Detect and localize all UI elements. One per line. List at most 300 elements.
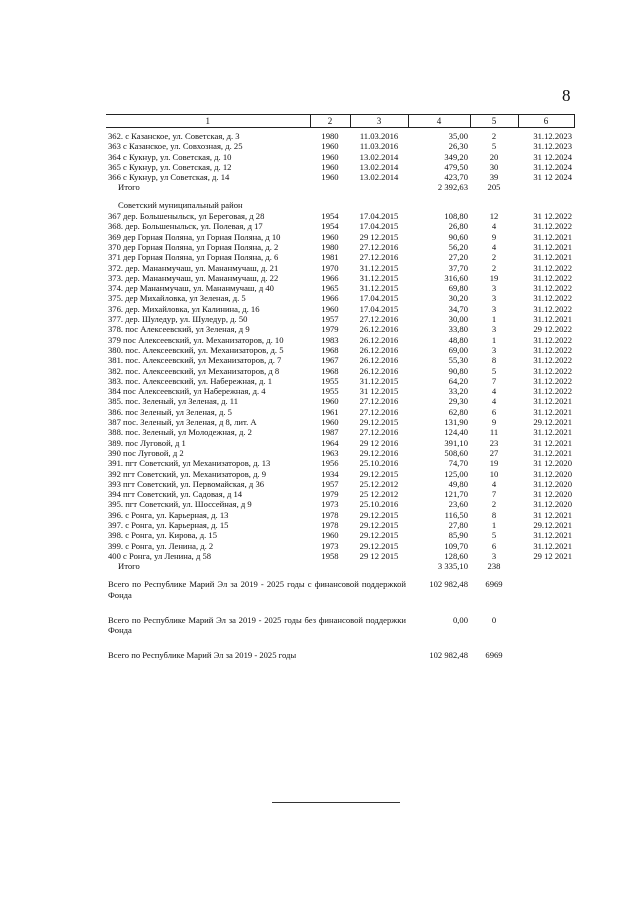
summary-area: 102 982,48 (429, 579, 468, 590)
table-row (106, 335, 574, 345)
year-cell: 1967 (321, 355, 339, 366)
table-row (106, 541, 574, 551)
table-row (106, 551, 574, 561)
table-row (106, 407, 574, 417)
year-cell: 1966 (321, 272, 339, 283)
due-date-cell: 31.12.2022 (533, 262, 572, 273)
year-cell: 1960 (321, 417, 339, 428)
table-row (106, 469, 574, 479)
table-row (106, 232, 574, 242)
table-row (106, 221, 574, 231)
area-cell: 26,30 (448, 141, 468, 152)
table-row (106, 427, 574, 437)
address-cell: 368. дер. Большеныльск, ул. Полевая, д 17 (108, 221, 263, 232)
date-cell: 25.12.2012 (359, 478, 399, 489)
summary-label: Всего по Республике Марий Эл за 2019 - 2025 годы с финансовой поддержкой Фонда (108, 579, 406, 601)
year-cell: 1960 (321, 530, 339, 541)
due-date-cell: 31 12.2020 (533, 489, 572, 500)
year-cell: 1961 (321, 406, 339, 417)
address-cell: 395. пгт Советский, ул. Шоссейная, д 9 (108, 499, 252, 510)
area-cell: 508,60 (444, 447, 468, 458)
year-cell: 1973 (321, 499, 339, 510)
year-cell: 1956 (321, 458, 339, 469)
year-cell: 1973 (321, 540, 339, 551)
summary-label: Всего по Республике Марий Эл за 2019 - 2025 годы (108, 649, 297, 660)
address-cell: 362. с Казанское, ул. Советская, д. 3 (108, 131, 240, 141)
address-cell: 397. с Ронга, ул. Карьерная, д. 15 (108, 519, 229, 530)
due-date-cell: 31.12.2021 (533, 540, 572, 551)
count-cell: 4 (491, 478, 497, 489)
address-cell: 382. пос. Алексеевский, ул Механизаторов, д 8 (108, 365, 280, 376)
address-cell: 380. пос. Алексеевский, ул. Механизаторов, д. 5 (108, 344, 284, 355)
address-cell: 389. пос Луговой, д 1 (108, 437, 186, 448)
date-cell: 31 12.2015 (359, 386, 399, 397)
year-cell: 1978 (321, 509, 339, 520)
area-cell: 29,30 (448, 396, 468, 407)
date-cell: 31.12.2015 (359, 375, 399, 386)
date-cell: 11.03.2016 (359, 141, 399, 152)
area-cell: 124,40 (444, 427, 468, 438)
table-row (106, 489, 574, 499)
count-cell: 2 (491, 131, 497, 141)
year-cell: 1979 (321, 489, 339, 500)
date-cell: 29.12.2015 (359, 540, 399, 551)
empty-cell (518, 571, 574, 600)
count-cell: 3 (491, 293, 497, 304)
date-cell: 31.12.2015 (359, 283, 399, 294)
area-cell: 49,80 (448, 478, 468, 489)
empty-cell (350, 182, 408, 192)
area-cell: 85,90 (448, 530, 468, 541)
area-cell: 33,20 (448, 386, 468, 397)
count-cell: 3 (491, 550, 497, 561)
address-cell: 370 дер Горная Поляна, ул Горная Поляна, д. 2 (108, 241, 279, 252)
date-cell: 29.12.2015 (359, 468, 399, 479)
table-row (106, 366, 574, 376)
year-cell: 1966 (321, 293, 339, 304)
due-date-cell: 31.12.2022 (533, 293, 572, 304)
district-heading-row (106, 199, 574, 211)
area-cell: 108,80 (444, 211, 468, 222)
date-cell: 11.03.2016 (359, 131, 399, 141)
empty-cell (518, 182, 574, 192)
date-cell: 25 12.2012 (359, 489, 399, 500)
due-date-cell: 31.12.2022 (533, 355, 572, 366)
due-date-cell: 31.12.2022 (533, 375, 572, 386)
area-cell: 62,80 (448, 406, 468, 417)
date-cell: 13.02.2014 (359, 172, 399, 183)
column-header-1: 1 (106, 115, 310, 128)
year-cell: 1934 (321, 468, 339, 479)
due-date-cell: 31.12.2022 (533, 386, 572, 397)
table-row (106, 263, 574, 273)
due-date-cell: 31 12.2022 (533, 211, 572, 222)
column-header-row (106, 115, 574, 128)
count-cell: 12 (489, 211, 499, 222)
table-row (106, 345, 574, 355)
date-cell: 31.12.2015 (359, 272, 399, 283)
housing-register-table (106, 114, 574, 660)
count-cell: 5 (491, 530, 497, 541)
address-cell: 396. с Ронга, ул. Карьерная, д. 13 (108, 509, 229, 520)
address-cell: 377. дер. Шуледур, ул. Шуледур, д. 50 (108, 314, 248, 325)
due-date-cell: 31.12.2021 (533, 530, 572, 541)
date-cell: 29.12.2015 (359, 417, 399, 428)
date-cell: 29 12 2016 (359, 437, 399, 448)
area-cell: 55,30 (448, 355, 468, 366)
area-cell: 90,60 (448, 231, 468, 242)
column-header-5: 5 (470, 115, 518, 128)
address-cell: 374. дер Мананмучаш, ул. Мананмучаш, д 40 (108, 283, 274, 294)
count-cell: 7 (491, 375, 497, 386)
table-row (106, 304, 574, 314)
date-cell: 29.12.2015 (359, 509, 399, 520)
address-cell: 392 пгт Советский, ул. Механизаторов, д. 9 (108, 468, 267, 479)
count-cell: 11 (489, 427, 499, 438)
due-date-cell: 31 12.2021 (533, 509, 572, 520)
year-cell: 1979 (321, 324, 339, 335)
table-row (106, 479, 574, 489)
year-cell: 1960 (321, 151, 339, 162)
year-cell: 1960 (321, 172, 339, 183)
table-row (106, 499, 574, 509)
table-row (106, 438, 574, 448)
table-row (106, 448, 574, 458)
summary-area: 0,00 (452, 614, 468, 625)
summary-row (106, 571, 574, 600)
count-cell: 1 (491, 334, 497, 345)
due-date-cell: 31.12.2020 (533, 478, 572, 489)
area-cell: 131,90 (444, 417, 468, 428)
count-cell: 7 (491, 489, 497, 500)
count-cell: 27 (489, 447, 499, 458)
count-cell: 5 (491, 141, 497, 152)
summary-count: 6969 (485, 649, 503, 660)
count-cell: 19 (489, 458, 499, 469)
area-cell: 23,60 (448, 499, 468, 510)
count-cell: 4 (491, 241, 497, 252)
due-date-cell: 31.12.2022 (533, 365, 572, 376)
summary-row (106, 636, 574, 661)
table-row (106, 211, 574, 221)
count-cell: 2 (491, 262, 497, 273)
table-row (106, 283, 574, 293)
page-number: 8 (562, 86, 571, 105)
date-cell: 26.12.2016 (359, 334, 399, 345)
area-cell: 30,00 (448, 314, 468, 325)
address-cell: 372. дер. Мананмучаш, ул. Мананмучаш, д. 21 (108, 262, 279, 273)
summary-count: 6969 (485, 579, 503, 590)
date-cell: 17.04.2015 (359, 221, 399, 232)
count-cell: 4 (491, 396, 497, 407)
date-cell: 31.12.2015 (359, 262, 399, 273)
area-cell: 109,70 (444, 540, 468, 551)
address-cell: 369 дер Горная Поляна, ул Горная Поляна, д 10 (108, 231, 281, 242)
address-cell: 391. пгт Советский, ул Механизаторов, д. 13 (108, 458, 271, 469)
address-cell: 390 пос Луговой, д 2 (108, 447, 184, 458)
date-cell: 26.12.2016 (359, 324, 399, 335)
date-cell: 27.12.2016 (359, 314, 399, 325)
date-cell: 25.10.2016 (359, 458, 399, 469)
date-cell: 27.12.2016 (359, 252, 399, 263)
area-cell: 37,70 (448, 262, 468, 273)
count-cell: 5 (491, 365, 497, 376)
count-cell: 2 (491, 252, 497, 263)
due-date-cell: 31.12.2021 (533, 447, 572, 458)
address-cell: 387 пос. Зеленый, ул Зеленая, д 8, лит. А (108, 417, 257, 428)
year-cell: 1958 (321, 550, 339, 561)
count-cell: 39 (489, 172, 499, 183)
empty-cell (350, 561, 408, 571)
year-cell: 1983 (321, 334, 339, 345)
table-row (106, 252, 574, 262)
empty-cell (518, 561, 574, 571)
address-cell: 399. с Ронга, ул. Ленина, д. 2 (108, 540, 214, 551)
total-label: Итого (118, 182, 140, 193)
year-cell: 1980 (321, 131, 339, 141)
count-cell: 6 (491, 540, 497, 551)
address-cell: 385. пос. Зеленый, ул Зеленая, д. 11 (108, 396, 239, 407)
area-cell: 56,20 (448, 241, 468, 252)
count-cell: 1 (491, 519, 497, 530)
count-cell: 4 (491, 221, 497, 232)
year-cell: 1954 (321, 221, 339, 232)
address-cell: 366 с Кукнур, ул Советская, д. 14 (108, 172, 230, 183)
due-date-cell: 31.12.2023 (533, 141, 572, 152)
date-cell: 17.04.2015 (359, 303, 399, 314)
due-date-cell: 31.12.2022 (533, 221, 572, 232)
area-cell: 128,60 (444, 550, 468, 561)
total-label: Итого (118, 561, 140, 572)
address-cell: 373. дер. Мананмучаш, ул. Мананмучаш, д. 22 (108, 272, 279, 283)
address-cell: 375. дер Михайловка, ул Зеленая, д. 5 (108, 293, 246, 304)
area-cell: 35,00 (448, 131, 468, 141)
area-cell: 349,20 (444, 151, 468, 162)
date-cell: 13.02.2014 (359, 161, 399, 172)
year-cell: 1955 (321, 375, 339, 386)
address-cell: 367 дер. Большеныльск, ул Береговая, д 28 (108, 211, 265, 222)
address-cell: 371 дер Горная Поляна, ул Горная Поляна, д. 6 (108, 252, 279, 263)
table-row (106, 242, 574, 252)
due-date-cell: 31 12.2020 (533, 458, 572, 469)
total-area: 2 392,63 (437, 182, 468, 193)
total-count: 205 (487, 182, 501, 193)
due-date-cell: 31.12.2021 (533, 406, 572, 417)
total-count: 238 (487, 561, 501, 572)
area-cell: 64,20 (448, 375, 468, 386)
address-cell: 381. пос. Алексеевский, ул Механизаторов, д. 7 (108, 355, 282, 366)
year-cell: 1978 (321, 519, 339, 530)
date-cell: 26.12.2016 (359, 344, 399, 355)
date-cell: 27.12.2016 (359, 427, 399, 438)
address-cell: 394 пгт Советский, ул. Садовая, д 14 (108, 489, 243, 500)
area-cell: 26,80 (448, 221, 468, 232)
due-date-cell: 31.12.2021 (533, 396, 572, 407)
column-header-6: 6 (518, 115, 574, 128)
district-heading: Советский муниципальный район (118, 199, 243, 210)
date-cell: 29 12 2015 (359, 550, 399, 561)
table-row (106, 314, 574, 324)
empty-cell (518, 601, 574, 636)
year-cell: 1954 (321, 211, 339, 222)
count-cell: 19 (489, 272, 499, 283)
address-cell: 384 пос Алексеевский, ул Набережная, д. 4 (108, 386, 266, 397)
year-cell: 1957 (321, 478, 339, 489)
area-cell: 30,20 (448, 293, 468, 304)
date-cell: 17.04.2015 (359, 293, 399, 304)
area-cell: 33,80 (448, 324, 468, 335)
address-cell: 378. пос Алексеевский, ул Зеленая, д 9 (108, 324, 250, 335)
due-date-cell: 31.12.2022 (533, 334, 572, 345)
total-row (106, 182, 574, 192)
due-date-cell: 31.12.2021 (533, 231, 572, 242)
count-cell: 3 (491, 283, 497, 294)
column-header-4: 4 (408, 115, 470, 128)
table-row (106, 162, 574, 172)
table-row (106, 458, 574, 468)
empty-cell (310, 182, 350, 192)
area-cell: 121,70 (444, 489, 468, 500)
table-row (106, 172, 574, 182)
date-cell: 29.12.2015 (359, 519, 399, 530)
date-cell: 29.12.2016 (359, 447, 399, 458)
count-cell: 3 (491, 303, 497, 314)
summary-area: 102 982,48 (429, 649, 468, 660)
year-cell: 1960 (321, 141, 339, 152)
table-row (106, 376, 574, 386)
due-date-cell: 31.12.2020 (533, 468, 572, 479)
year-cell: 1980 (321, 241, 339, 252)
address-cell: 363 с Казанское, ул. Совхозная, д. 25 (108, 141, 243, 152)
due-date-cell: 31 12.2021 (533, 437, 572, 448)
table-row (106, 152, 574, 162)
address-cell: 386. пос Зеленый, ул Зеленая, д. 5 (108, 406, 232, 417)
due-date-cell: 29 12.2022 (533, 324, 572, 335)
area-cell: 48,80 (448, 334, 468, 345)
summary-count: 0 (491, 614, 497, 625)
due-date-cell: 31.12.2021 (533, 241, 572, 252)
due-date-cell: 31.12.2024 (533, 161, 572, 172)
year-cell: 1965 (321, 283, 339, 294)
count-cell: 2 (491, 499, 497, 510)
due-date-cell: 31.12.2022 (533, 283, 572, 294)
area-cell: 125,00 (444, 468, 468, 479)
date-cell: 27.12.2016 (359, 241, 399, 252)
area-cell: 69,80 (448, 283, 468, 294)
count-cell: 3 (491, 344, 497, 355)
count-cell: 8 (491, 355, 497, 366)
date-cell: 27.12.2016 (359, 396, 399, 407)
table-body (106, 128, 574, 661)
year-cell: 1968 (321, 365, 339, 376)
table-row (106, 530, 574, 540)
table-row (106, 273, 574, 283)
year-cell: 1987 (321, 427, 339, 438)
count-cell: 9 (491, 231, 497, 242)
summary-label: Всего по Республике Марий Эл за 2019 - 2025 годы без финансовой поддержки Фонда (108, 614, 406, 636)
year-cell: 1960 (321, 303, 339, 314)
total-area: 3 335,10 (437, 561, 468, 572)
column-header-3: 3 (350, 115, 408, 128)
address-cell: 400 с Ронга, ул Ленина, д 58 (108, 550, 212, 561)
due-date-cell: 31.12.2022 (533, 272, 572, 283)
count-cell: 30 (489, 161, 499, 172)
area-cell: 391,10 (444, 437, 468, 448)
address-cell: 388. пос. Зеленый, ул Молодежная, д. 2 (108, 427, 252, 438)
address-cell: 393 пгт Советский, ул. Первомайская, д 36 (108, 478, 265, 489)
count-cell: 1 (491, 314, 497, 325)
year-cell: 1960 (321, 161, 339, 172)
address-cell: 383. пос. Алексеевский, ул. Набережная, д. 1 (108, 375, 272, 386)
table-row (106, 128, 574, 142)
count-cell: 8 (491, 509, 497, 520)
count-cell: 23 (489, 437, 499, 448)
year-cell: 1981 (321, 252, 339, 263)
year-cell: 1960 (321, 231, 339, 242)
year-cell: 1963 (321, 447, 339, 458)
address-cell: 376. дер. Михайловка, ул Калинина, д. 16 (108, 303, 260, 314)
due-date-cell: 31 12 2024 (533, 172, 572, 183)
count-cell: 20 (489, 151, 499, 162)
date-cell: 13.02.2014 (359, 151, 399, 162)
date-cell: 27.12.2016 (359, 406, 399, 417)
due-date-cell: 29 12 2021 (533, 550, 572, 561)
area-cell: 34,70 (448, 303, 468, 314)
summary-row (106, 601, 574, 636)
table-row (106, 417, 574, 427)
year-cell: 1964 (321, 437, 339, 448)
date-cell: 29 12.2015 (359, 231, 399, 242)
table-row (106, 520, 574, 530)
area-cell: 316,60 (444, 272, 468, 283)
due-date-cell: 31.12.2022 (533, 344, 572, 355)
due-date-cell: 31.12.2021 (533, 427, 572, 438)
due-date-cell: 31.12.2021 (533, 314, 572, 325)
year-cell: 1955 (321, 386, 339, 397)
table-row (106, 355, 574, 365)
table-row (106, 386, 574, 396)
due-date-cell: 31.12.2023 (533, 131, 572, 141)
total-row (106, 561, 574, 571)
area-cell: 116,50 (444, 509, 468, 520)
end-rule (272, 802, 400, 803)
area-cell: 69,00 (448, 344, 468, 355)
table-row (106, 510, 574, 520)
date-cell: 17.04.2015 (359, 211, 399, 222)
address-cell: 364 с Кукнур, ул. Советская, д. 10 (108, 151, 232, 162)
year-cell: 1968 (321, 344, 339, 355)
area-cell: 27,20 (448, 252, 468, 263)
empty-cell (310, 561, 350, 571)
area-cell: 423,70 (444, 172, 468, 183)
address-cell: 365 с Кукнур, ул. Советская, д. 12 (108, 161, 232, 172)
year-cell: 1970 (321, 262, 339, 273)
table-row (106, 293, 574, 303)
due-date-cell: 31.12.2022 (533, 303, 572, 314)
table-row (106, 324, 574, 334)
year-cell: 1960 (321, 396, 339, 407)
count-cell: 6 (491, 406, 497, 417)
area-cell: 90,80 (448, 365, 468, 376)
area-cell: 74,70 (448, 458, 468, 469)
due-date-cell: 29.12.2021 (533, 519, 572, 530)
due-date-cell: 29.12.2021 (533, 417, 572, 428)
area-cell: 27,80 (448, 519, 468, 530)
due-date-cell: 31 12.2024 (533, 151, 572, 162)
due-date-cell: 31.12.2021 (533, 252, 572, 263)
address-cell: 379 пос Алексеевский, ул. Механизаторов, д. 10 (108, 334, 284, 345)
column-header-2: 2 (310, 115, 350, 128)
